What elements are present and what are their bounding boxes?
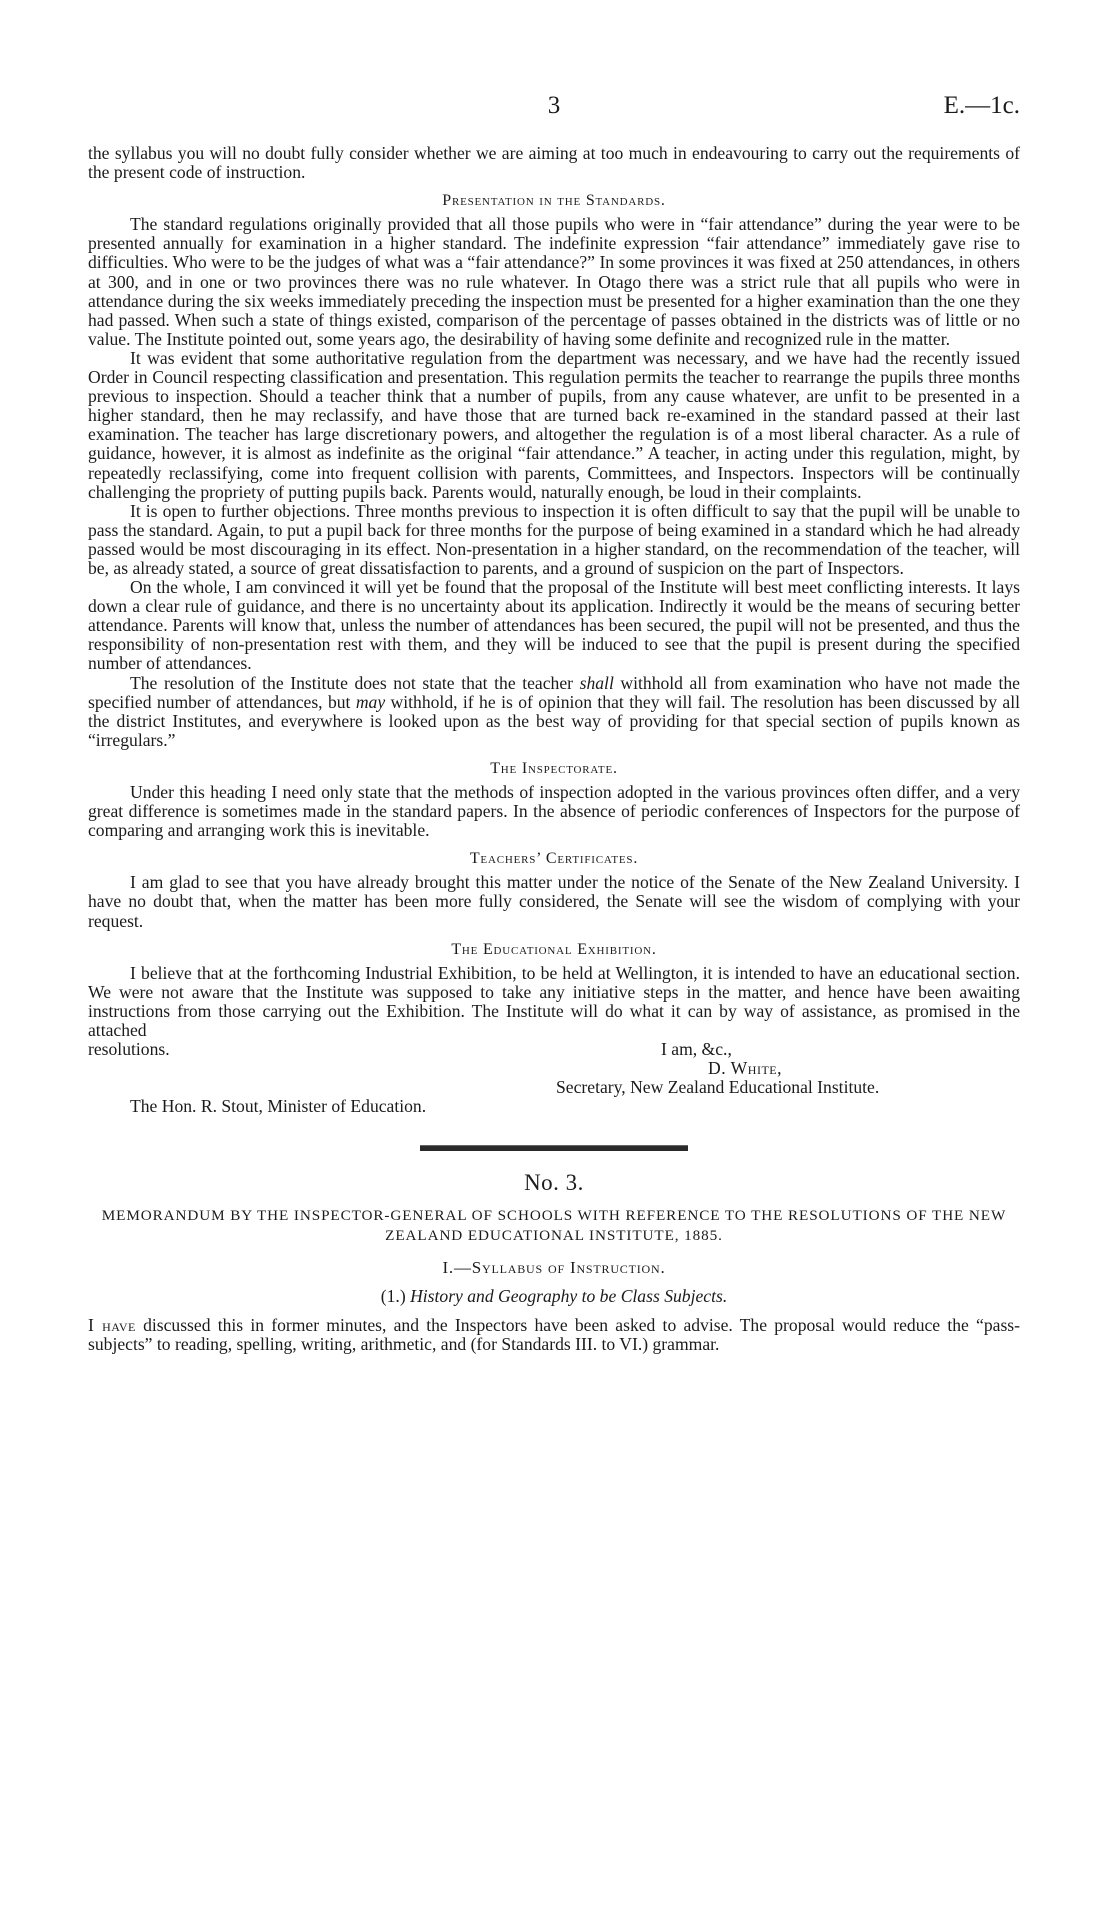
heading-exhibition: The Educational Exhibition.	[451, 940, 657, 958]
memo-title: MEMORANDUM BY THE INSPECTOR-GENERAL OF SCHOOLS WITH REFERENCE TO THE RESOLUTIONS OF THE NEW ZEALAND EDUCATIONAL INSTITUTE, 1885.	[101, 1206, 1007, 1244]
memo-paragraph-text: discussed this in former minutes, and the Inspectors have been asked to advise. The proposal would reduce the “pass-subjects” to reading, spelling, writing, arithmetic, and (for Standards III. to VI.) grammar.	[88, 1314, 1020, 1354]
page-number: 3	[547, 92, 561, 119]
p5-shall: shall	[579, 672, 614, 693]
presentation-paragraph-3: It is open to further objections. Three months previous to inspection it is often difficult to say that the pupil will be unable to pass the standard. Again, to put a pupil back for three months for the purpose of being examined in a standard which he had already passed would be most discouraging in its effect. Non-presentation in a higher standard, on the recommendation of the teacher, will be, as already stated, a source of great dissatisfaction to parents, and a ground of suspicion on the part of Inspectors.	[88, 500, 1020, 578]
sub-heading	[88, 1287, 1020, 1306]
presentation-paragraph-4: On the whole, I am convinced it will yet be found that the proposal of the Institute will best meet conflicting interests. It lays down a clear rule of guidance, and there is no uncertainty about its application. Indirectly it would be the means of securing better attendance. Parents will know that, unless the number of attendances has been secured, the pupil will not be presented, and thus the responsibility of non-presentation rest with them, and they will be induced to see that the pupil is present during the specified number of attendances.	[88, 577, 1020, 674]
no3-heading: No. 3.	[524, 1169, 584, 1195]
syllabus-heading: I.—Syllabus of Instruction.	[442, 1257, 666, 1277]
closing-row	[88, 1040, 1020, 1059]
presentation-paragraph-5	[88, 674, 1020, 750]
page-header	[88, 92, 1020, 126]
closing-salutation: I am, &c.,	[661, 1039, 732, 1060]
document-code: E.—1c.	[943, 92, 1020, 119]
memo-paragraph	[88, 1316, 1020, 1354]
p5-part-b: withhold all from examination who have not made the specified number of attendances, but	[88, 672, 1020, 712]
inspectorate-paragraph: Under this heading I need only state that the methods of inspection adopted in the various provinces often differ, and a very great difference is sometimes made in the standard papers. In the absence of periodic conferences of Inspectors for the purpose of comparing and arranging work this is inevitable.	[88, 782, 1020, 841]
memo-lead-words: I have	[88, 1314, 136, 1335]
presentation-paragraph-1: The standard regulations originally provided that all those pupils who were in “fair attendance” during the year were to be presented annually for examination in a higher standard. The indefinite expression “fair attendance” immediately gave rise to difficulties. Who were to be the judges of what was a “fair attendance?” In some provinces it was fixed at 250 attendances, in others at 300, and in one or two provinces there was no rule whatever. In Otago there was a strict rule that all pupils who were in attendance during the six weeks immediately preceding the inspection must be presented for a higher examination than the one they had passed. When such a state of things existed, comparison of the percentage of passes obtained in the districts was of little or no value. The Institute pointed out, some years ago, the desirability of having some definite and recognized rule in the matter.	[88, 214, 1020, 349]
heading-inspectorate: The Inspectorate.	[490, 759, 618, 777]
intro-paragraph: the syllabus you will no doubt fully consider whether we are aiming at too much in endeavouring to carry out the requirements of the present code of instruction.	[88, 143, 1020, 183]
section-divider	[420, 1145, 688, 1151]
certificates-paragraph: I am glad to see that you have already brought this matter under the notice of the Senate of the New Zealand University. I have no doubt that, when the matter has been more fully considered, the Senate will see the wisdom of complying with your request.	[88, 872, 1020, 931]
presentation-paragraph-2: It was evident that some authoritative regulation from the department was necessary, and we have had the recently issued Order in Council respecting classification and presentation. This regulation permits the teacher to rearrange the pupils three months previous to inspection. Should a teacher think that a number of pupils, from any cause whatever, are unfit to be presented in a higher standard, then he may reclassify, and have those that are turned back re-examined in the standard passed at their last examination. The teacher has large discretionary powers, and altogether the regulation is of a most liberal character. As a rule of guidance, however, it is almost as indefinite as the original “fair attendance.” A teacher, in acting under this regulation, might, by repeatedly reclassifying, come into frequent collision with parents, Committees, and Inspectors. Inspectors will be continually challenging the propriety of putting pupils back. Parents would, naturally enough, be loud in their complaints.	[88, 347, 1020, 502]
p5-part-c: withhold, if he is of opinion that they will fail. The resolution has been discussed by all the district Institutes, and everywhere is looked upon as the best way of providing for that special section of pupils known as “irregulars.”	[88, 691, 1020, 750]
heading-presentation: Presentation in the Standards.	[442, 192, 666, 210]
exhibition-paragraph: I believe that at the forthcoming Industrial Exhibition, to be held at Wellington, it is intended to have an educational section. We were not aware that the Institute was supposed to take any initiative steps in the matter, and hence have been awaiting instructions from those carrying out the Exhibition. The Institute will do what it can by way of assistance, as promised in the attached	[88, 962, 1020, 1041]
letter-closing	[88, 1040, 1020, 1116]
p5-part-a: The resolution of the Institute does not state that the teacher	[130, 672, 580, 693]
sub-heading-text: History and Geography to be Class Subjects.	[410, 1285, 728, 1306]
addressee: The Hon. R. Stout, Minister of Education.	[130, 1096, 427, 1117]
p5-may: may	[355, 691, 386, 712]
heading-certificates: Teachers’ Certificates.	[469, 850, 639, 868]
sub-heading-number: (1.)	[380, 1285, 411, 1306]
signature-title: Secretary, New Zealand Educational Institute.	[556, 1077, 880, 1098]
document-body	[88, 144, 1020, 1354]
signature-name: D. White,	[708, 1058, 783, 1079]
exhibition-paragraph-end: resolutions.	[88, 1039, 170, 1060]
